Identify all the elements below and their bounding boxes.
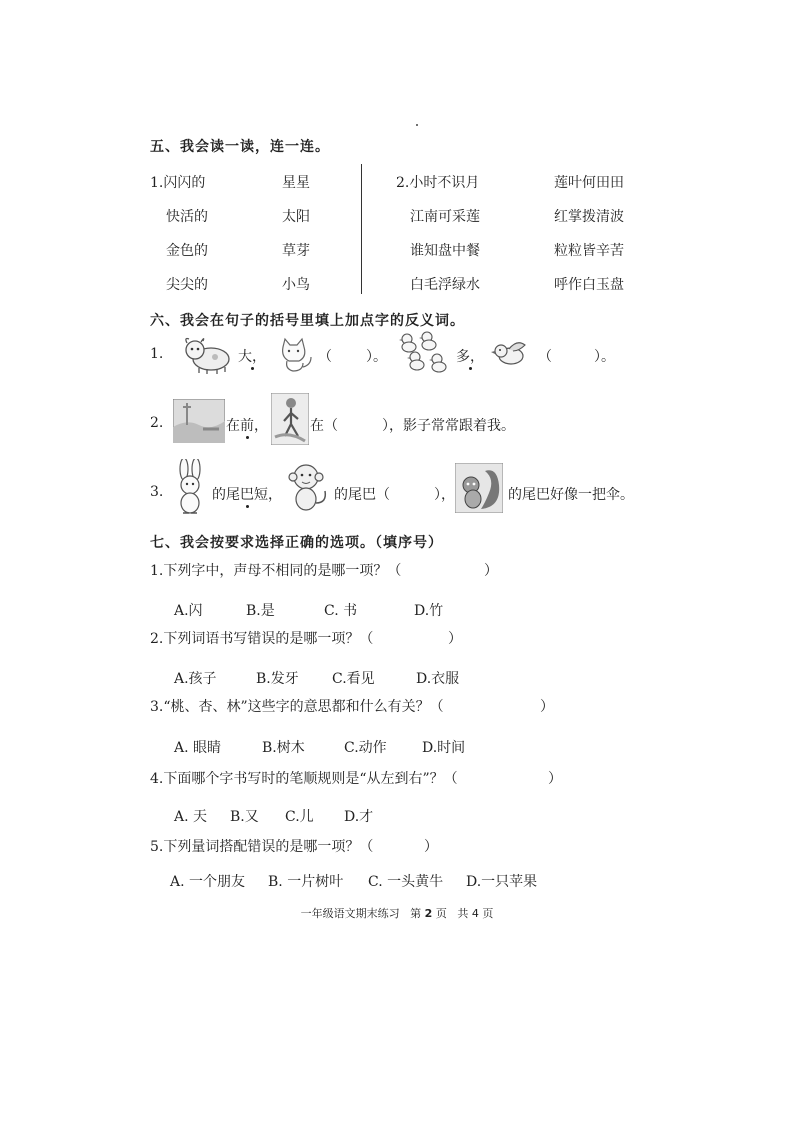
s7-q2-option-d: D.衣服 xyxy=(416,671,460,687)
section7-title: 七、我会按要求选择正确的选项。（填序号） xyxy=(150,535,443,551)
s7-q1-option-d: D.竹 xyxy=(414,603,444,619)
section5-title: 五、我会读一读，连一连。 xyxy=(150,139,330,155)
s5-right-b-3: 粒粒皆辛苦 xyxy=(554,243,624,259)
s5-left-b-2: 太阳 xyxy=(282,209,310,225)
s7-q1-option-c: C. 书 xyxy=(324,603,358,619)
s7-q5-text: 5.下列量词搭配错误的是哪一项？（ xyxy=(150,839,374,855)
footer-total-number: 4 xyxy=(471,907,479,920)
s7-q1-close: ） xyxy=(484,563,498,579)
section6-title: 六、我会在句子的括号里填上加点字的反义词。 xyxy=(150,313,465,329)
scene-icon xyxy=(172,398,226,444)
s5-right-a-3: 谁知盘中餐 xyxy=(410,243,480,259)
s6-q2-text1: 在前， xyxy=(226,418,268,434)
s7-q5-close: ） xyxy=(424,839,438,855)
s5-right-b-4: 呼作白玉盘 xyxy=(554,277,624,293)
s7-q4-option-d: D.才 xyxy=(344,809,374,825)
s7-q3-text: 3.“桃、杏、林”这些字的意思都和什么有关？（ xyxy=(150,699,444,715)
s6-q1-text1: 大， xyxy=(238,349,266,365)
s7-q4-option-b: B.又 xyxy=(230,809,259,825)
s7-q2-option-c: C.看见 xyxy=(332,671,375,687)
s6-q3-text3: ）， xyxy=(434,487,455,503)
s7-q1-option-b: B.是 xyxy=(246,603,275,619)
s7-q4-option-a: A. 天 xyxy=(174,809,208,825)
squirrel-icon xyxy=(454,462,504,514)
footer-page-unit: 页 xyxy=(435,907,447,920)
s5-right-a-4: 白毛浮绿水 xyxy=(410,277,480,293)
s7-q3-option-b: B.树木 xyxy=(262,740,305,756)
s6-q1-text6: ）。 xyxy=(594,349,615,365)
s5-left-a-3: 金色的 xyxy=(166,243,208,259)
s6-q1-text2: （ xyxy=(318,349,332,365)
s7-q2-option-b: B.发牙 xyxy=(256,671,299,687)
s7-q4-close: ） xyxy=(548,771,562,787)
s7-q3-option-d: D.时间 xyxy=(422,740,466,756)
s6-q1-text5: （ xyxy=(538,349,552,365)
footer-page-number: 2 xyxy=(424,907,433,920)
footer-total-unit: 页 xyxy=(482,907,494,920)
s7-q5-option-a: A. 一个朋友 xyxy=(170,874,246,890)
s6-q3-text4: 的尾巴好像一把伞。 xyxy=(508,487,634,503)
child-walking-icon xyxy=(270,392,310,446)
s7-q5-option-c: C. 一头黄牛 xyxy=(368,874,444,890)
s7-q4-option-c: C.儿 xyxy=(285,809,314,825)
s7-q5-option-b: B. 一片树叶 xyxy=(268,874,344,890)
s6-q2-number: 2. xyxy=(150,415,164,431)
s7-q2-option-a: A.孩子 xyxy=(174,671,217,687)
s5-left-a-4: 尖尖的 xyxy=(166,277,208,293)
s7-q2-close: ） xyxy=(448,631,462,647)
s5-left-b-4: 小鸟 xyxy=(282,277,310,293)
s5-left-a-1: 1.闪闪的 xyxy=(150,175,206,191)
s6-q3-number: 3. xyxy=(150,484,164,500)
footer-page-label: 第 xyxy=(410,907,422,920)
cat-icon xyxy=(272,336,316,374)
ox-icon xyxy=(180,334,236,376)
monkey-icon xyxy=(280,460,332,516)
s7-q3-option-c: C.动作 xyxy=(344,740,387,756)
bird-icon xyxy=(490,338,532,370)
s6-q2-text3: ），影子常常跟着我。 xyxy=(382,418,515,434)
s7-q2-text: 2.下列词语书写错误的是哪一项？（ xyxy=(150,631,374,647)
s5-left-b-1: 星星 xyxy=(282,175,310,191)
s5-left-a-2: 快活的 xyxy=(166,209,208,225)
s7-q5-option-d: D.一只苹果 xyxy=(466,874,538,890)
scan-speck xyxy=(416,124,418,126)
s5-right-b-2: 红掌拨清波 xyxy=(554,209,624,225)
s6-q3-text1: 的尾巴短， xyxy=(212,487,282,503)
s5-right-a-1: 2.小时不识月 xyxy=(396,175,480,191)
footer-title: 一年级语文期末练习 xyxy=(300,907,400,920)
column-divider xyxy=(361,164,362,294)
s7-q1-text: 1.下列字中，声母不相同的是哪一项？（ xyxy=(150,563,402,579)
s7-q4-text: 4.下面哪个字书写时的笔顺规则是“从左到右”？（ xyxy=(150,771,458,787)
s6-q1-text4: 多， xyxy=(456,349,484,365)
ducklings-icon xyxy=(396,328,454,378)
s6-q1-text3: ）。 xyxy=(366,349,387,365)
s7-q3-close: ） xyxy=(540,699,554,715)
s6-q2-text2: 在（ xyxy=(310,418,338,434)
s5-right-b-1: 莲叶何田田 xyxy=(554,175,624,191)
footer-total-label: 共 xyxy=(457,907,469,920)
s5-right-a-2: 江南可采莲 xyxy=(410,209,480,225)
s6-q1-number: 1. xyxy=(150,346,164,362)
s7-q3-option-a: A. 眼睛 xyxy=(174,740,222,756)
page-footer xyxy=(0,905,794,921)
s5-left-b-3: 草芽 xyxy=(282,243,310,259)
s6-q3-text2: 的尾巴（ xyxy=(334,487,390,503)
rabbit-icon xyxy=(170,458,210,518)
s7-q1-option-a: A.闪 xyxy=(174,603,203,619)
